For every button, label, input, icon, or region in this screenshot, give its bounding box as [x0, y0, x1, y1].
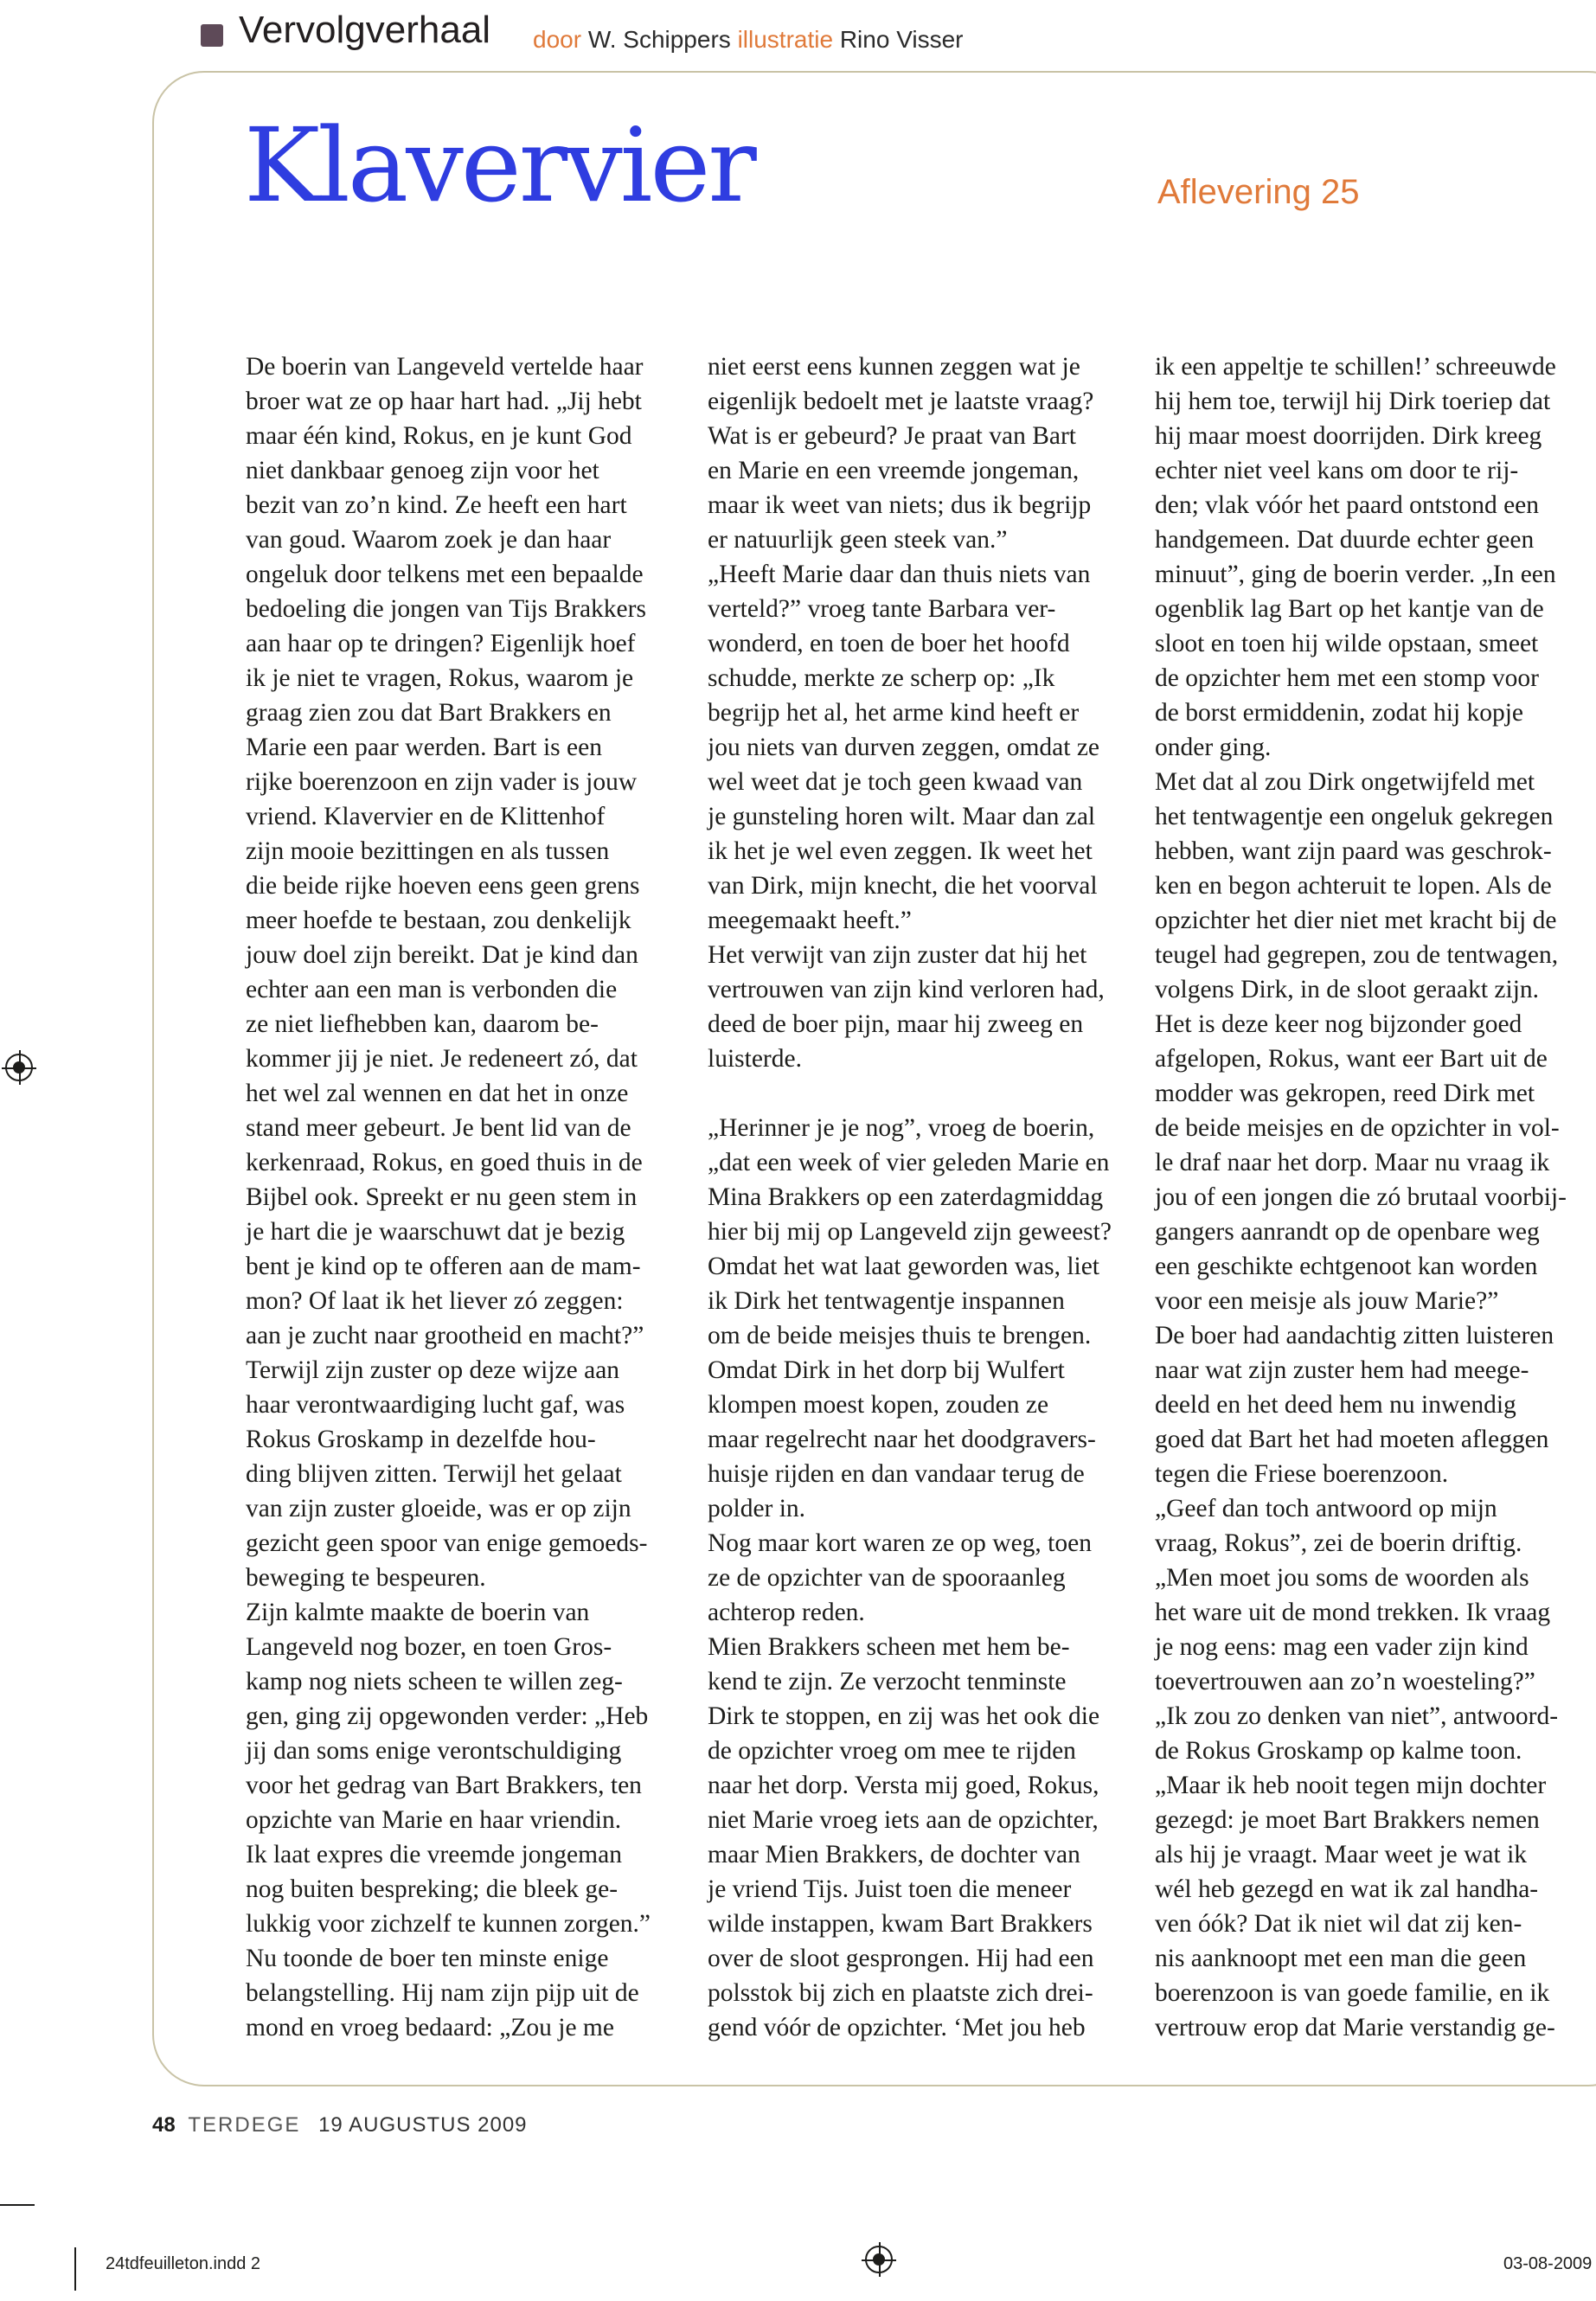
byline-author: W. Schippers: [587, 26, 731, 53]
text-line: wonderd, en toen de boer het hoofd: [708, 630, 1070, 657]
text-line: Bijbel ook. Spreekt er nu geen stem in: [246, 1183, 638, 1211]
text-line: over de sloot gesprongen. Hij had een: [708, 1945, 1094, 1972]
text-line: klompen moest kopen, zouden ze: [708, 1391, 1049, 1419]
text-line: polder in.: [708, 1495, 806, 1522]
text-column-3: [1155, 349, 1587, 2045]
text-line: ding blijven zitten. Terwijl het gelaat: [246, 1460, 622, 1488]
crop-mark-left: [0, 2204, 35, 2206]
text-line: voor het gedrag van Bart Brakkers, ten: [246, 1772, 642, 1799]
text-line: afgelopen, Rokus, want eer Bart uit de: [1155, 1045, 1548, 1073]
text-line: ze de opzichter van de spooraanleg: [708, 1564, 1066, 1592]
text-line: de beide meisjes en de opzichter in vol-: [1155, 1114, 1560, 1142]
text-line: echter aan een man is verbonden die: [246, 976, 618, 1003]
text-line: „Ik zou zo denken van niet”, antwoord-: [1155, 1702, 1559, 1730]
text-line: „Herinner je je nog”, vroeg de boerin,: [708, 1114, 1095, 1142]
text-line: Mina Brakkers op een zaterdagmiddag: [708, 1183, 1104, 1211]
text-line: begrijp het al, het arme kind heeft er: [708, 699, 1080, 727]
section-title: Vervolgverhaal: [239, 9, 491, 51]
text-line: niet Marie vroeg iets aan de opzichter,: [708, 1806, 1099, 1834]
text-line: ik een appeltje te schillen!’ schreeuwde: [1155, 353, 1556, 381]
text-line: niet eerst eens kunnen zeggen wat je: [708, 353, 1080, 381]
text-line: naar wat zijn zuster hem had meege-: [1155, 1356, 1529, 1384]
byline: [533, 26, 963, 54]
text-line: huisje rijden en dan vandaar terug de: [708, 1460, 1085, 1488]
text-line: den; vlak vóór het paard ontstond een: [1155, 491, 1540, 519]
text-line: gen, ging zij opgewonden verder: „Heb: [246, 1702, 649, 1730]
text-line: echter niet veel kans om door te rij-: [1155, 457, 1519, 484]
registration-mark-bottom-icon: [865, 2246, 893, 2273]
text-line: luisterde.: [708, 1045, 802, 1073]
text-line: Omdat Dirk in het dorp bij Wulfert: [708, 1356, 1065, 1384]
text-line: Met dat al zou Dirk ongetwijfeld met: [1155, 768, 1535, 796]
text-line: maar ik weet van niets; dus ik begrijp: [708, 491, 1092, 519]
text-line: van zijn zuster gloeide, was er op zijn: [246, 1495, 631, 1522]
text-line: ik het je wel even zeggen. Ik weet het: [708, 837, 1093, 865]
episode-label: Aflevering 25: [1157, 173, 1360, 211]
text-line: ik je niet te vragen, Rokus, waarom je: [246, 664, 634, 692]
text-line: maar Mien Brakkers, de dochter van: [708, 1841, 1080, 1868]
text-line: meegemaakt heeft.”: [708, 907, 912, 934]
text-line: vraag, Rokus”, zei de boerin driftig.: [1155, 1529, 1522, 1557]
text-line: „Maar ik heb nooit tegen mijn dochter: [1155, 1772, 1547, 1799]
text-line: de opzichter vroeg om mee te rijden: [708, 1737, 1076, 1765]
text-column-2: [708, 349, 1140, 2045]
text-line: rijke boerenzoon en zijn vader is jouw: [246, 768, 638, 796]
byline-by-label: door: [533, 26, 582, 53]
text-line: lukkig voor zichzelf te kunnen zorgen.”: [246, 1910, 651, 1938]
text-line: jij dan soms enige verontschuldiging: [246, 1737, 622, 1765]
text-line: aan haar op te dringen? Eigenlijk hoef: [246, 630, 636, 657]
crop-mark-bottom: [74, 2247, 76, 2291]
text-line: bezit van zo’n kind. Ze heeft een hart: [246, 491, 627, 519]
text-line: mond en vroeg bedaard: „Zou je me: [246, 2014, 614, 2041]
text-line: jouw doel zijn bereikt. Dat je kind dan: [246, 941, 638, 969]
text-line: de Rokus Groskamp op kalme toon.: [1155, 1737, 1522, 1765]
text-line: onder ging.: [1155, 734, 1272, 761]
text-line: vertrouw erop dat Marie verstandig ge-: [1155, 2014, 1555, 2041]
text-line: gend vóór de opzichter. ‘Met jou heb: [708, 2014, 1086, 2041]
story-title: Klavervier: [244, 106, 754, 225]
text-line: je gunsteling horen wilt. Maar dan zal: [708, 803, 1096, 830]
text-line: mon? Of laat ik het liever zó zeggen:: [246, 1287, 624, 1315]
text-line: „Geef dan toch antwoord op mijn: [1155, 1495, 1497, 1522]
text-line: gangers aanrandt op de openbare weg: [1155, 1218, 1540, 1246]
text-line: Marie een paar werden. Bart is een: [246, 734, 602, 761]
text-line: Langeveld nog bozer, en toen Gros-: [246, 1633, 612, 1661]
text-line: kerkenraad, Rokus, en goed thuis in de: [246, 1149, 643, 1176]
text-line: Dirk te stoppen, en zij was het ook die: [708, 1702, 1100, 1730]
slug-date: 03-08-2009: [1503, 2254, 1593, 2273]
text-line: haar verontwaardiging lucht gaf, was: [246, 1391, 625, 1419]
text-line: het ware uit de mond trekken. Ik vraag: [1155, 1599, 1551, 1626]
text-line: bent je kind op te offeren aan de mam-: [246, 1253, 641, 1280]
text-line: boerenzoon is van goede familie, en ik: [1155, 1979, 1550, 2007]
text-line: [708, 1076, 1140, 1111]
text-line: stand meer gebeurt. Je bent lid van de: [246, 1114, 631, 1142]
text-line: om de beide meisjes thuis te brengen.: [708, 1322, 1092, 1349]
text-line: teugel had gegrepen, zou de tentwagen,: [1155, 941, 1559, 969]
text-line: sloot en toen hij wilde opstaan, smeet: [1155, 630, 1539, 657]
text-line: belangstelling. Hij nam zijn pijp uit de: [246, 1979, 639, 2007]
text-line: je hart die je waarschuwt dat je bezig: [246, 1218, 625, 1246]
text-line: maar regelrecht naar het doodgravers-: [708, 1426, 1096, 1453]
text-line: maar één kind, Rokus, en je kunt God: [246, 422, 632, 450]
text-line: gezicht geen spoor van enige gemoeds-: [246, 1529, 648, 1557]
text-line: kend te zijn. Ze verzocht tenminste: [708, 1668, 1067, 1695]
text-line: vertrouwen van zijn kind verloren had,: [708, 976, 1105, 1003]
text-line: jou of een jongen die zó brutaal voorbij-: [1155, 1183, 1567, 1211]
text-line: hier bij mij op Langeveld zijn geweest?: [708, 1218, 1112, 1246]
text-line: Nu toonde de boer ten minste enige: [246, 1945, 609, 1972]
text-line: graag zien zou dat Bart Brakkers en: [246, 699, 612, 727]
text-line: modder was gekropen, reed Dirk met: [1155, 1080, 1535, 1107]
text-line: jou niets van durven zeggen, omdat ze: [708, 734, 1100, 761]
text-line: deed de boer pijn, maar hij zweeg en: [708, 1010, 1084, 1038]
text-line: van goud. Waarom zoek je dan haar: [246, 526, 612, 554]
page-number: 48: [152, 2113, 176, 2137]
text-line: deeld en het deed hem nu inwendig: [1155, 1391, 1516, 1419]
text-line: handgemeen. Dat duurde echter geen: [1155, 526, 1535, 554]
text-line: polsstok bij zich en plaatste zich drei-: [708, 1979, 1093, 2007]
text-line: Ik laat expres die vreemde jongeman: [246, 1841, 622, 1868]
text-line: aan je zucht naar grootheid en macht?”: [246, 1322, 644, 1349]
text-line: „Heeft Marie daar dan thuis niets van: [708, 561, 1091, 588]
text-line: meer hoefde te bestaan, zou denkelijk: [246, 907, 631, 934]
text-line: De boerin van Langeveld vertelde haar: [246, 353, 644, 381]
text-line: ik Dirk het tentwagentje inspannen: [708, 1287, 1065, 1315]
text-line: nis aanknoopt met een man die geen: [1155, 1945, 1527, 1972]
text-line: tegen die Friese boerenzoon.: [1155, 1460, 1449, 1488]
text-line: een geschikte echtgenoot kan worden: [1155, 1253, 1538, 1280]
text-line: verteld?” vroeg tante Barbara ver-: [708, 595, 1056, 623]
text-line: de opzichter hem met een stomp voor: [1155, 664, 1539, 692]
text-line: hij maar moest doorrijden. Dirk kreeg: [1155, 422, 1542, 450]
text-line: broer wat ze op haar hart had. „Jij hebt: [246, 388, 642, 415]
text-line: ken en begon achteruit te lopen. Als de: [1155, 872, 1552, 900]
text-line: le draf naar het dorp. Maar nu vraag ik: [1155, 1149, 1550, 1176]
text-line: kommer jij je niet. Je redeneert zó, dat: [246, 1045, 638, 1073]
text-line: wél heb gezegd en wat ik zal handha-: [1155, 1875, 1539, 1903]
section-bullet-icon: [201, 24, 223, 47]
text-line: als hij je vraagt. Maar weet je wat ik: [1155, 1841, 1528, 1868]
text-line: volgens Dirk, in de sloot geraakt zijn.: [1155, 976, 1540, 1003]
text-line: gezegd: je moet Bart Brakkers nemen: [1155, 1806, 1540, 1834]
text-line: schudde, merkte ze scherp op: „Ik: [708, 664, 1055, 692]
magazine-name: TERDEGE: [188, 2113, 301, 2137]
text-line: Mien Brakkers scheen met hem be-: [708, 1633, 1070, 1661]
text-line: zijn mooie bezittingen en als tussen: [246, 837, 610, 865]
text-line: wel weet dat je toch geen kwaad van: [708, 768, 1083, 796]
text-line: Terwijl zijn zuster op deze wijze aan: [246, 1356, 620, 1384]
text-line: beweging te bespeuren.: [246, 1564, 486, 1592]
text-line: opzichter het dier niet met kracht bij de: [1155, 907, 1557, 934]
text-line: het wel zal wennen en dat het in onze: [246, 1080, 629, 1107]
text-line: Nog maar kort waren ze op weg, toen: [708, 1529, 1092, 1557]
text-line: ze niet liefhebben kan, daarom be-: [246, 1010, 599, 1038]
text-line: hebben, want zijn paard was geschrok-: [1155, 837, 1552, 865]
text-line: goed dat Bart het had moeten afleggen: [1155, 1426, 1549, 1453]
text-line: je nog eens: mag een vader zijn kind: [1155, 1633, 1529, 1661]
text-line: „Men moet jou soms de woorden als: [1155, 1564, 1529, 1592]
text-line: ongeluk door telkens met een bepaalde: [246, 561, 644, 588]
text-line: ven óók? Dat ik niet wil dat zij ken-: [1155, 1910, 1522, 1938]
text-line: het tentwagentje een ongeluk gekregen: [1155, 803, 1554, 830]
text-line: kamp nog niets scheen te willen zeg-: [246, 1668, 623, 1695]
text-line: die beide rijke hoeven eens geen grens: [246, 872, 640, 900]
text-line: van Dirk, mijn knecht, die het voorval: [708, 872, 1098, 900]
text-line: de borst ermiddenin, zodat hij kopje: [1155, 699, 1524, 727]
text-line: Rokus Groskamp in dezelfde hou-: [246, 1426, 596, 1453]
page-footer: [152, 2113, 528, 2138]
text-line: „dat een week of vier geleden Marie en: [708, 1149, 1110, 1176]
text-line: voor een meisje als jouw Marie?”: [1155, 1287, 1499, 1315]
text-line: minuut”, ging de boerin verder. „In een: [1155, 561, 1556, 588]
text-line: opzichte van Marie en haar vriendin.: [246, 1806, 622, 1834]
text-line: toevertrouwen aan zo’n woesteling?”: [1155, 1668, 1535, 1695]
text-line: je vriend Tijs. Juist toen die meneer: [708, 1875, 1072, 1903]
text-line: bedoeling die jongen van Tijs Brakkers: [246, 595, 646, 623]
text-line: De boer had aandachtig zitten luisteren: [1155, 1322, 1554, 1349]
text-line: er natuurlijk geen steek van.”: [708, 526, 1008, 554]
text-line: hij hem toe, terwijl hij Dirk toeriep dat: [1155, 388, 1551, 415]
text-line: eigenlijk bedoelt met je laatste vraag?: [708, 388, 1094, 415]
text-line: Het verwijt van zijn zuster dat hij het: [708, 941, 1087, 969]
text-line: ogenblik lag Bart op het kantje van de: [1155, 595, 1544, 623]
text-line: naar het dorp. Versta mij goed, Rokus,: [708, 1772, 1099, 1799]
byline-illustrator: Rino Visser: [839, 26, 964, 53]
slug-filename: 24tdfeuilleton.indd 2: [106, 2254, 261, 2273]
text-line: Wat is er gebeurd? Je praat van Bart: [708, 422, 1077, 450]
text-line: wilde instappen, kwam Bart Brakkers: [708, 1910, 1093, 1938]
text-line: achterop reden.: [708, 1599, 865, 1626]
text-line: Het is deze keer nog bijzonder goed: [1155, 1010, 1522, 1038]
text-line: nog buiten bespreking; die bleek ge-: [246, 1875, 619, 1903]
text-line: vriend. Klavervier en de Klittenhof: [246, 803, 606, 830]
text-line: Omdat het wat laat geworden was, liet: [708, 1253, 1100, 1280]
text-line: en Marie en een vreemde jongeman,: [708, 457, 1080, 484]
text-column-1: [246, 349, 678, 2045]
text-line: Zijn kalmte maakte de boerin van: [246, 1599, 590, 1626]
text-line: niet dankbaar genoeg zijn voor het: [246, 457, 599, 484]
registration-mark-left-icon: [5, 1054, 33, 1081]
issue-date: 19 AUGUSTUS 2009: [318, 2113, 528, 2137]
byline-illustration-label: illustratie: [737, 26, 834, 53]
